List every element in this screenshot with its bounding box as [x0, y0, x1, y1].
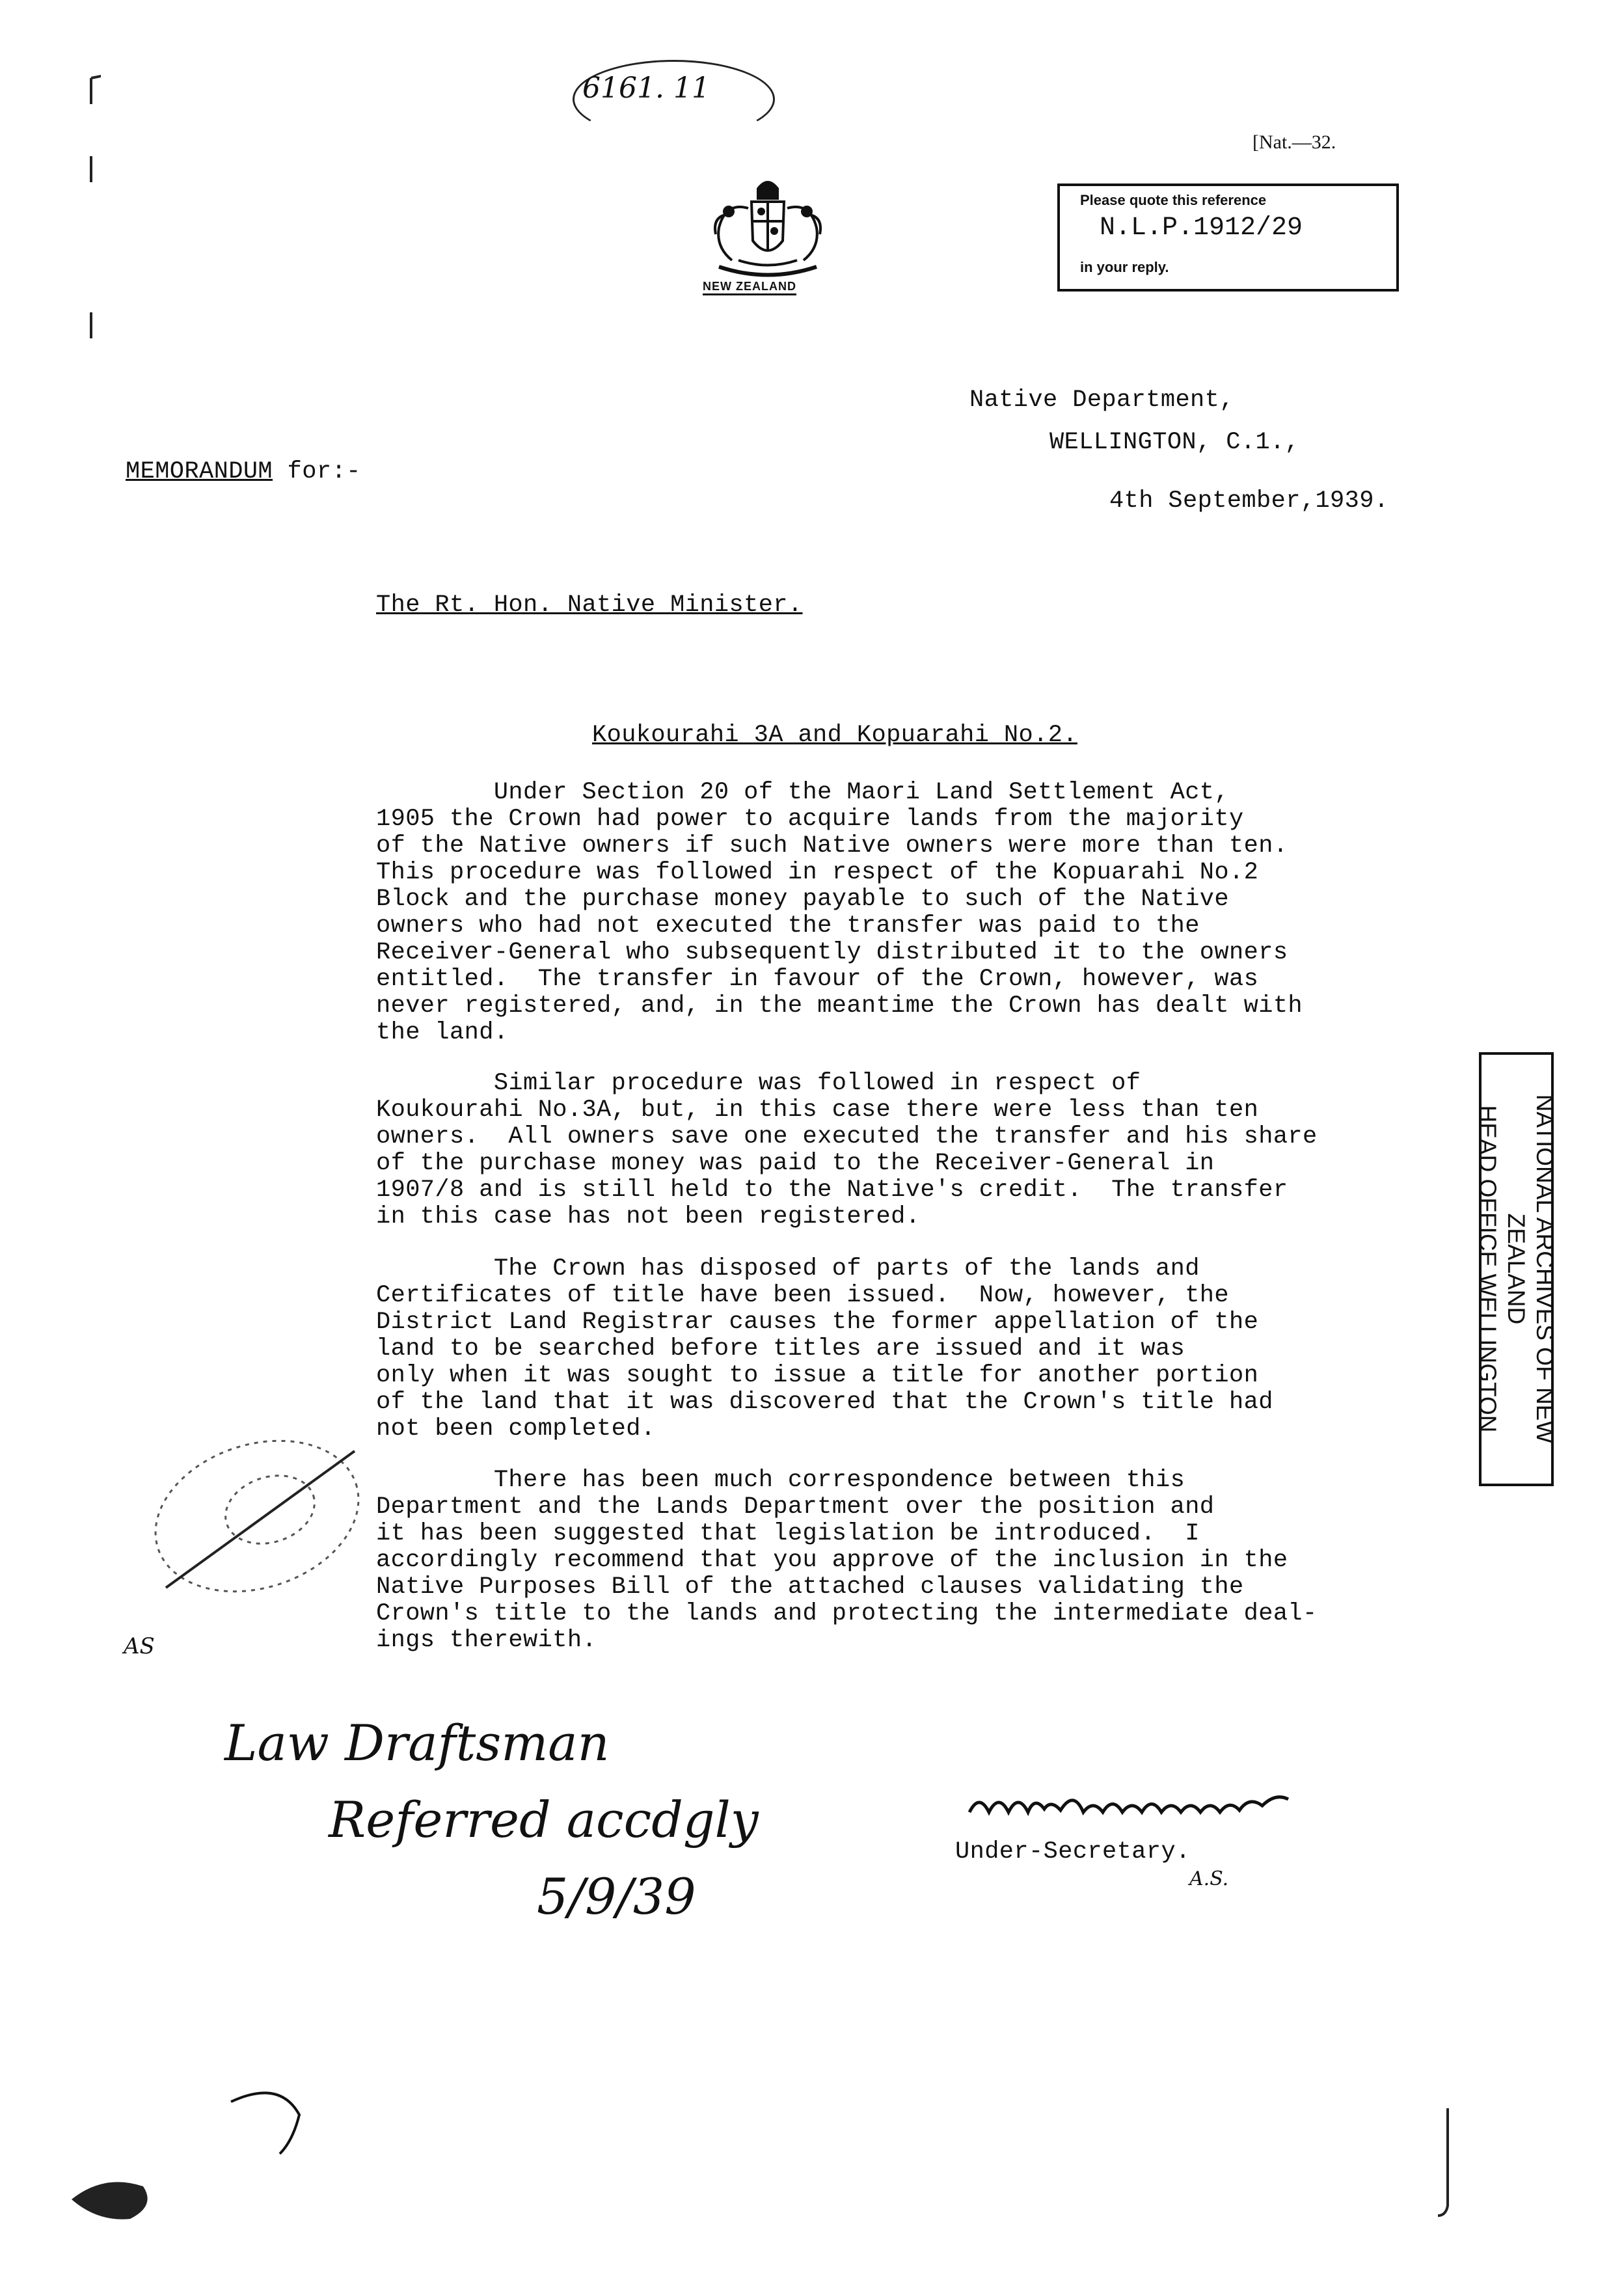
sender-department: Native Department, — [969, 387, 1234, 414]
handwritten-note-line-1: Law Draftsman — [224, 1714, 610, 1772]
archive-stamp-line-2: HEAD OFFICE WELLINGTON — [1474, 1105, 1501, 1433]
crest-label: NEW ZEALAND — [703, 280, 796, 295]
handwritten-note-line-2: Referred accdgly — [329, 1791, 759, 1849]
body-paragraph-1: Under Section 20 of the Maori Land Settlement Act, 1905 the Crown had power to acquire lands from the majority of the Native owners if such Native owners were more than ten. This procedure was followed in respect of the Kopuarahi No.2 Block and the purchase money payable to such of the Native owners who had not executed the transfer was paid to the Receiver-General who subsequently distributed it to the owners entitled. The transfer in favour of the Crown, however, was never registered, and, in the meantime the Crown has dealt with the land. — [376, 779, 1303, 1046]
body-paragraph-4: There has been much correspondence between this Department and the Lands Department over the position and it has been suggested that legislation be introduced. I accordingly recommend that you approve of the inclusion in the Native Purposes Bill of the attached clauses validating the Crown's title to the lands and protecting the intermediate deal- ings therewith. — [376, 1467, 1318, 1654]
handwritten-annotation — [224, 1705, 759, 1935]
body-paragraph-2: Similar procedure was followed in respect of Koukourahi No.3A, but, in this case there were less than ten owners. All owners save one executed the transfer and his share of the purchase money was paid to the Receiver-General in 1907/8 and is still held to the Native's credit. The transfer in this case has not been registered. — [376, 1070, 1318, 1230]
coat-of-arms-icon — [699, 163, 836, 280]
signer-initials: A.S. — [1189, 1868, 1229, 1890]
memo-label — [126, 459, 361, 485]
handwritten-note-line-4: 5/9/39 — [537, 1868, 696, 1925]
received-stamp-icon — [140, 1425, 374, 1601]
margin-initials: AS — [124, 1633, 155, 1659]
form-code: [Nat.—32. — [1252, 131, 1336, 153]
file-reference: 6161. 11 — [582, 72, 710, 105]
memo-addressee: The Rt. Hon. Native Minister. — [376, 591, 803, 619]
punch-hole-mark — [65, 2167, 163, 2225]
right-margin-mark — [1438, 2108, 1457, 2219]
reference-instruction-end: in your reply. — [1080, 259, 1169, 275]
memo-label-title: MEMORANDUM — [126, 458, 273, 485]
memo-label-for: for:- — [273, 458, 361, 485]
archive-stamp-text — [1473, 1061, 1559, 1477]
body-paragraph-3: The Crown has disposed of parts of the lands and Certificates of title have been issued. Now, however, the District Land Registrar causes the former appellation of the land to be searched before titles are issued and it was only when it was sought to issue a title for another portion of the land that it was discovered that the Crown's title had not been completed. — [376, 1255, 1273, 1443]
under-secretary-signature — [963, 1776, 1301, 1828]
sender-city: WELLINGTON, C.1., — [1049, 429, 1300, 456]
signer-title: Under-Secretary. — [955, 1838, 1191, 1866]
left-margin-mark — [81, 65, 101, 338]
reference-instruction: Please quote this reference — [1080, 192, 1267, 208]
memo-date: 4th September,1939. — [1109, 487, 1389, 515]
reference-number: N.L.P.1912/29 — [1100, 213, 1303, 243]
archive-stamp-line-1: NATIONAL ARCHIVES OF NEW ZEALAND — [1503, 1094, 1558, 1444]
pen-stroke-mark — [221, 2076, 312, 2160]
memo-subject: Koukourahi 3A and Kopuarahi No.2. — [592, 722, 1077, 749]
